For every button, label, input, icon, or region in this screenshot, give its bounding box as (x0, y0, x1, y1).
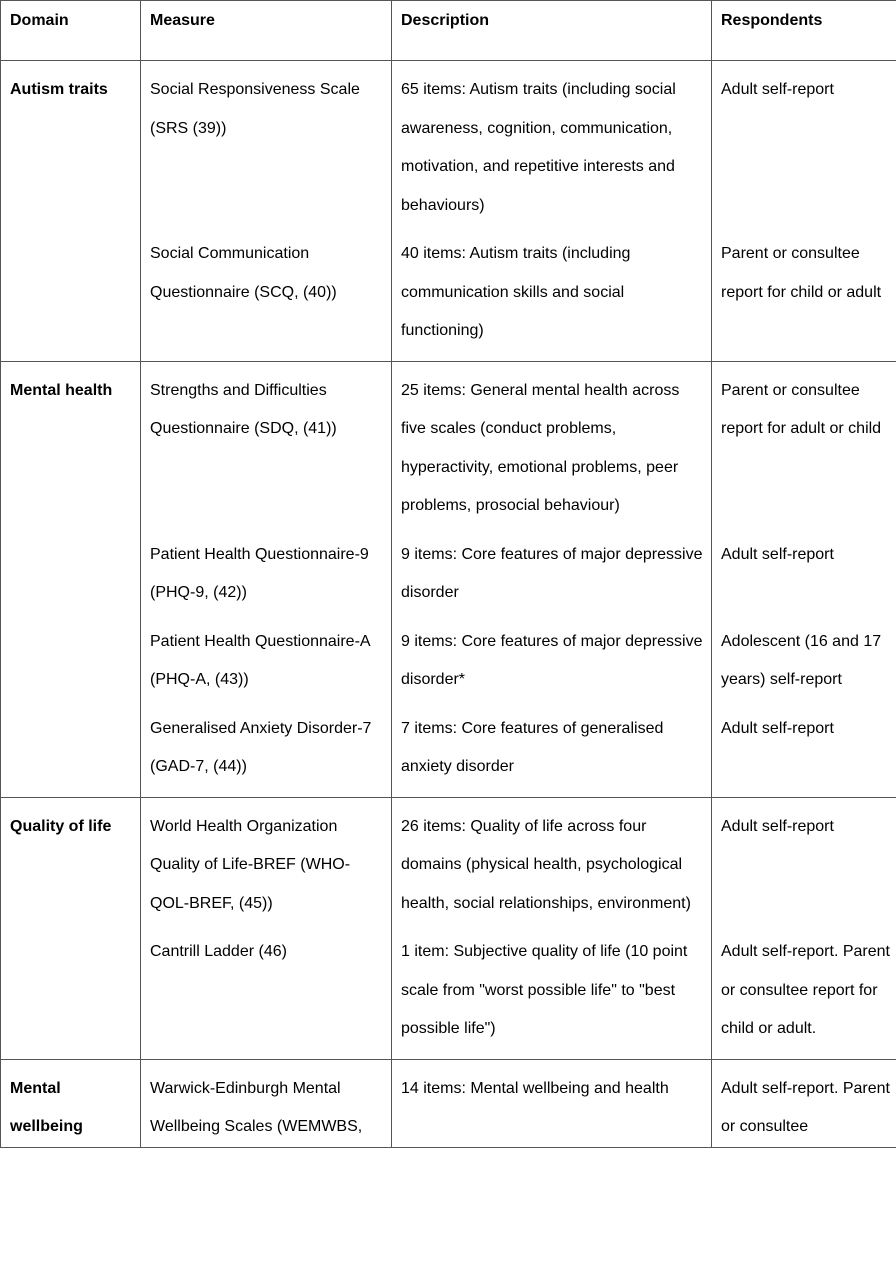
table-row (1, 797, 896, 923)
respondents-cell: Adolescent (16 and 17 years) self-report (712, 613, 896, 700)
domain-cell: Quality of life (1, 797, 141, 923)
respondents-cell: Parent or consultee report for child or adult (712, 225, 896, 361)
description-cell: 14 items: Mental wellbeing and health (392, 1059, 712, 1147)
domain-cell (1, 923, 141, 1059)
measure-cell: Social Responsiveness Scale (SRS (39)) (141, 61, 392, 226)
respondents-cell: Adult self-report. Parent or consultee report for child or adult. (712, 923, 896, 1059)
respondents-cell: Adult self-report (712, 61, 896, 226)
table-row (1, 700, 896, 798)
respondents-cell: Parent or consultee report for adult or child (712, 361, 896, 526)
description-cell: 9 items: Core features of major depressive disorder* (392, 613, 712, 700)
header-measure: Measure (141, 1, 392, 61)
description-cell: 26 items: Quality of life across four domains (physical health, psychological health, social relationships, environment) (392, 797, 712, 923)
description-cell: 25 items: General mental health across five scales (conduct problems, hyperactivity, emotional problems, peer problems, prosocial behaviour) (392, 361, 712, 526)
description-cell: 1 item: Subjective quality of life (10 point scale from "worst possible life" to "best possible life") (392, 923, 712, 1059)
domain-cell: Mental health (1, 361, 141, 526)
measure-cell: World Health Organization Quality of Life-BREF (WHO-QOL-BREF, (45)) (141, 797, 392, 923)
respondents-cell: Adult self-report. Parent or consultee (712, 1059, 896, 1147)
header-domain: Domain (1, 1, 141, 61)
measure-cell: Patient Health Questionnaire-9 (PHQ-9, (42)) (141, 526, 392, 613)
measure-cell: Cantrill Ladder (46) (141, 923, 392, 1059)
domain-cell (1, 700, 141, 798)
table-row (1, 361, 896, 526)
measure-cell: Patient Health Questionnaire-A (PHQ-A, (43)) (141, 613, 392, 700)
table-row (1, 61, 896, 226)
domain-cell: Mental wellbeing (1, 1059, 141, 1147)
header-respondents: Respondents (712, 1, 896, 61)
description-cell: 40 items: Autism traits (including communication skills and social functioning) (392, 225, 712, 361)
table-row (1, 1059, 896, 1147)
table-row (1, 923, 896, 1059)
description-cell: 7 items: Core features of generalised anxiety disorder (392, 700, 712, 798)
domain-cell (1, 225, 141, 361)
measure-cell: Strengths and Difficulties Questionnaire (SDQ, (41)) (141, 361, 392, 526)
description-cell: 9 items: Core features of major depressive disorder (392, 526, 712, 613)
respondents-cell: Adult self-report (712, 526, 896, 613)
header-description: Description (392, 1, 712, 61)
table-row (1, 526, 896, 613)
measure-cell: Warwick-Edinburgh Mental Wellbeing Scales (WEMWBS, (141, 1059, 392, 1147)
domain-cell (1, 613, 141, 700)
table-row (1, 613, 896, 700)
description-cell: 65 items: Autism traits (including social awareness, cognition, communication, motivation, and repetitive interests and behaviours) (392, 61, 712, 226)
measure-cell: Generalised Anxiety Disorder-7 (GAD-7, (44)) (141, 700, 392, 798)
domain-cell: Autism traits (1, 61, 141, 226)
respondents-cell: Adult self-report (712, 700, 896, 798)
table-row (1, 225, 896, 361)
domain-cell (1, 526, 141, 613)
header-row (1, 1, 896, 61)
measure-cell: Social Communication Questionnaire (SCQ, (40)) (141, 225, 392, 361)
respondents-cell: Adult self-report (712, 797, 896, 923)
